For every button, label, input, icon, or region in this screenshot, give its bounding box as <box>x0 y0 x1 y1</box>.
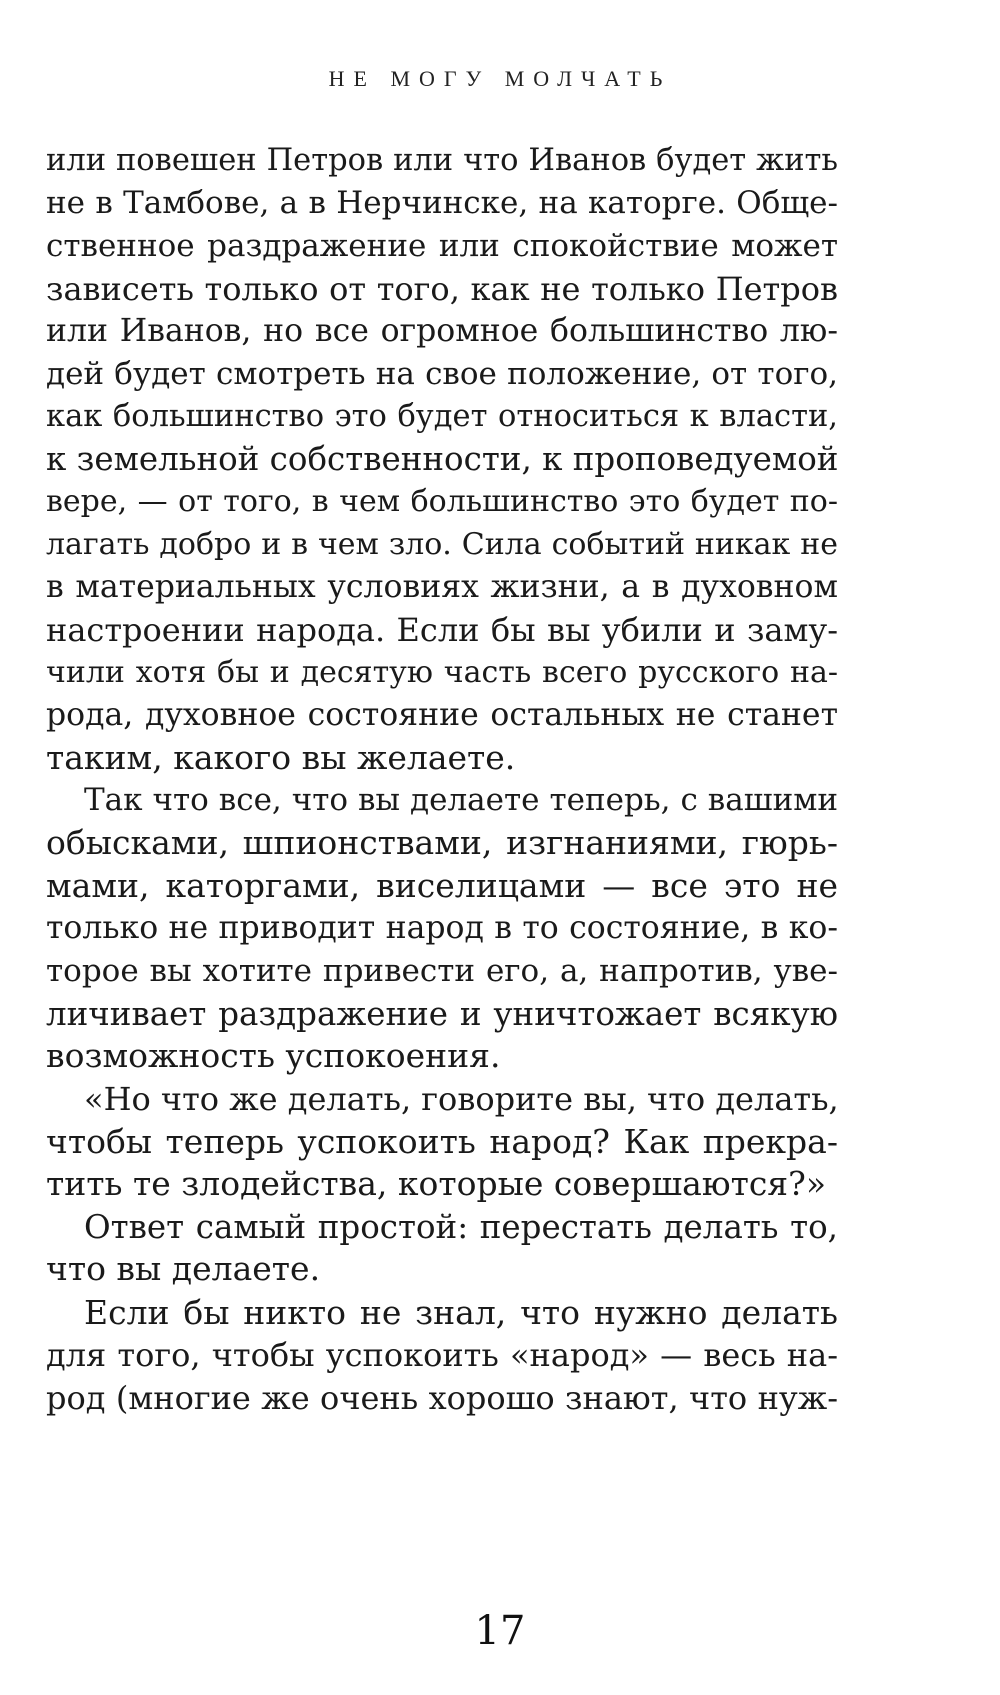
text-line: личивает раздражение и уничтожает всякую <box>46 995 838 1033</box>
text-line: Если бы никто не знал, что нужно делать <box>84 1293 838 1332</box>
text-line: не в Тамбове, а в Нерчинске, на каторге. Обще- <box>46 185 838 221</box>
running-head: НЕ МОГУ МОЛЧАТЬ <box>328 66 672 91</box>
text-line: обысками, шпионствами, изгнаниями, гюрь- <box>46 823 838 862</box>
text-line: чтобы теперь успокоить народ? Как прекра- <box>46 1122 838 1161</box>
text-line: Так что все, что вы делаете теперь, с вашими <box>84 782 838 818</box>
text-line: вере, — от того, в чем большинство это будет по- <box>46 484 838 519</box>
text-line: дей будет смотреть на свое положение, от того, <box>46 356 838 392</box>
text-line: торое вы хотите привести его, а, напротив, уве- <box>46 953 838 989</box>
text-line: ственное раздражение или спокойствие может <box>46 228 838 264</box>
text-line: таким, какого вы желаете. <box>46 738 516 777</box>
text-line: тить те злодейства, которые совершаются?» <box>46 1164 827 1203</box>
text-line: рода, духовное состояние остальных не станет <box>46 697 838 733</box>
text-line: лагать добро и в чем зло. Сила событий никак не <box>46 527 838 562</box>
text-line: род (многие же очень хорошо знают, что нуж- <box>46 1379 838 1417</box>
text-line: как большинство это будет относиться к власти, <box>46 399 838 434</box>
text-line: только не приводит народ в то состояние, в ко- <box>46 910 838 946</box>
text-line: или Иванов, но все огромное большинство лю- <box>46 313 838 349</box>
text-line: зависеть только от того, как не только Петров <box>46 270 838 308</box>
text-line: «Но что же делать, говорите вы, что делать, <box>84 1080 839 1118</box>
text-line: для того, чтобы успокоить «народ» — весь на- <box>46 1336 838 1374</box>
text-line: чили хотя бы и десятую часть всего русского на- <box>46 655 838 690</box>
text-line: Ответ самый простой: перестать делать то, <box>84 1208 838 1246</box>
text-line: к земельной собственности, к проповедуемой <box>46 440 839 478</box>
text-line: или повешен Петров или что Иванов будет жить <box>46 143 838 178</box>
page-number: 17 <box>474 1608 526 1654</box>
text-line: что вы делаете. <box>46 1249 321 1288</box>
text-line: возможность успокоения. <box>46 1036 501 1075</box>
text-line: настроении народа. Если бы вы убили и заму- <box>46 611 838 649</box>
text-line: в материальных условиях жизни, а в духовном <box>46 569 838 605</box>
text-line: мами, каторгами, виселицами — все это не <box>46 866 838 905</box>
